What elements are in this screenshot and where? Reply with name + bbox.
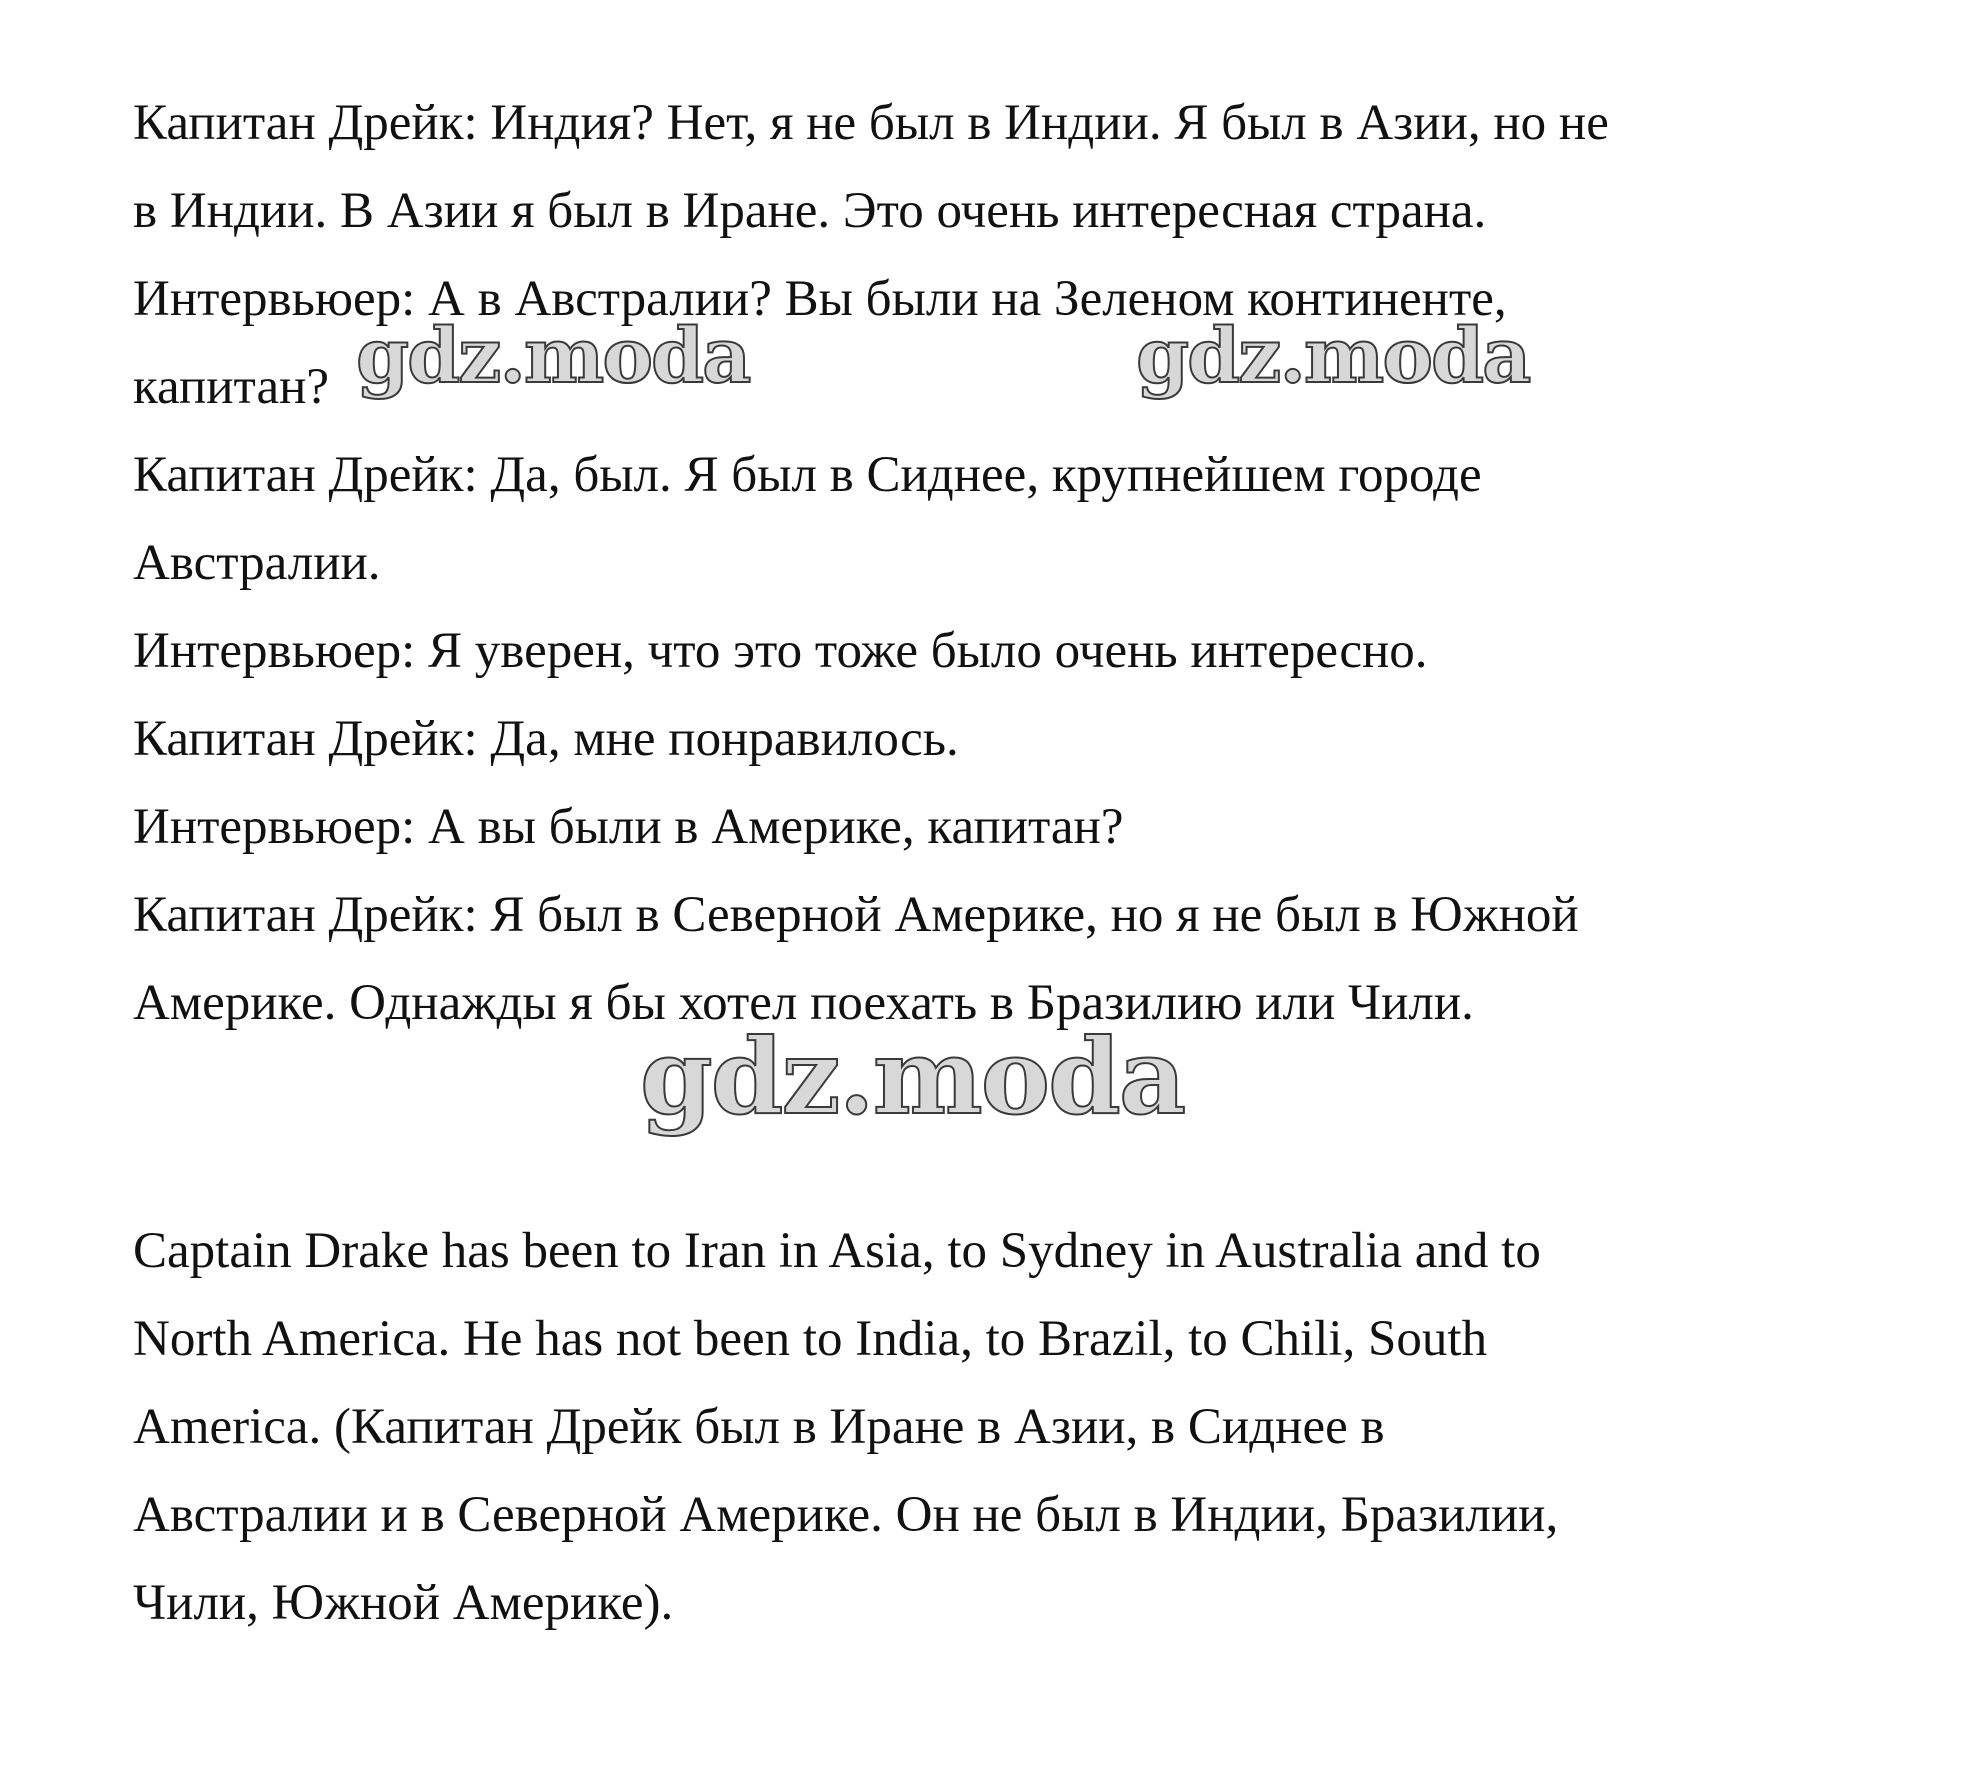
summary-line: Чили, Южной Америке). xyxy=(133,1575,674,1631)
dialogue-line: Интервьюер: А в Австралии? Вы были на Зеленом континенте, xyxy=(133,271,1507,327)
watermark-logo: gdz.moda xyxy=(640,1015,1185,1138)
summary-line: Captain Drake has been to Iran in Asia, to Sydney in Australia and to xyxy=(133,1223,1541,1279)
dialogue-line: Интервьюер: Я уверен, что это тоже было очень интересно. xyxy=(133,623,1428,679)
dialogue-line: Америке. Однажды я бы хотел поехать в Бразилию или Чили. xyxy=(133,975,1474,1031)
dialogue-text xyxy=(133,79,1913,1047)
watermark-logo: gdz.moda xyxy=(356,311,750,400)
watermark-logo: gdz.moda xyxy=(1136,311,1530,400)
dialogue-line: Капитан Дрейк: Я был в Северной Америке, но я не был в Южной xyxy=(133,887,1579,943)
dialogue-line: Интервьюер: А вы были в Америке, капитан? xyxy=(133,799,1124,855)
dialogue-line: Капитан Дрейк: Да, был. Я был в Сиднее, крупнейшем городе xyxy=(133,447,1482,503)
dialogue-line: капитан? xyxy=(133,359,330,415)
dialogue-line: Капитан Дрейк: Индия? Нет, я не был в Индии. Я был в Азии, но не xyxy=(133,95,1609,151)
dialogue-line: Австралии. xyxy=(133,535,381,591)
summary-line: Австралии и в Северной Америке. Он не был в Индии, Бразилии, xyxy=(133,1487,1559,1543)
summary-line: America. (Капитан Дрейк был в Иране в Азии, в Сиднее в xyxy=(133,1399,1385,1455)
summary-line: North America. He has not been to India, to Brazil, to Chili, South xyxy=(133,1311,1488,1367)
summary-text xyxy=(133,1207,1913,1647)
dialogue-line: Капитан Дрейк: Да, мне понравилось. xyxy=(133,711,959,767)
dialogue-line: в Индии. В Азии я был в Иране. Это очень интересная страна. xyxy=(133,183,1487,239)
